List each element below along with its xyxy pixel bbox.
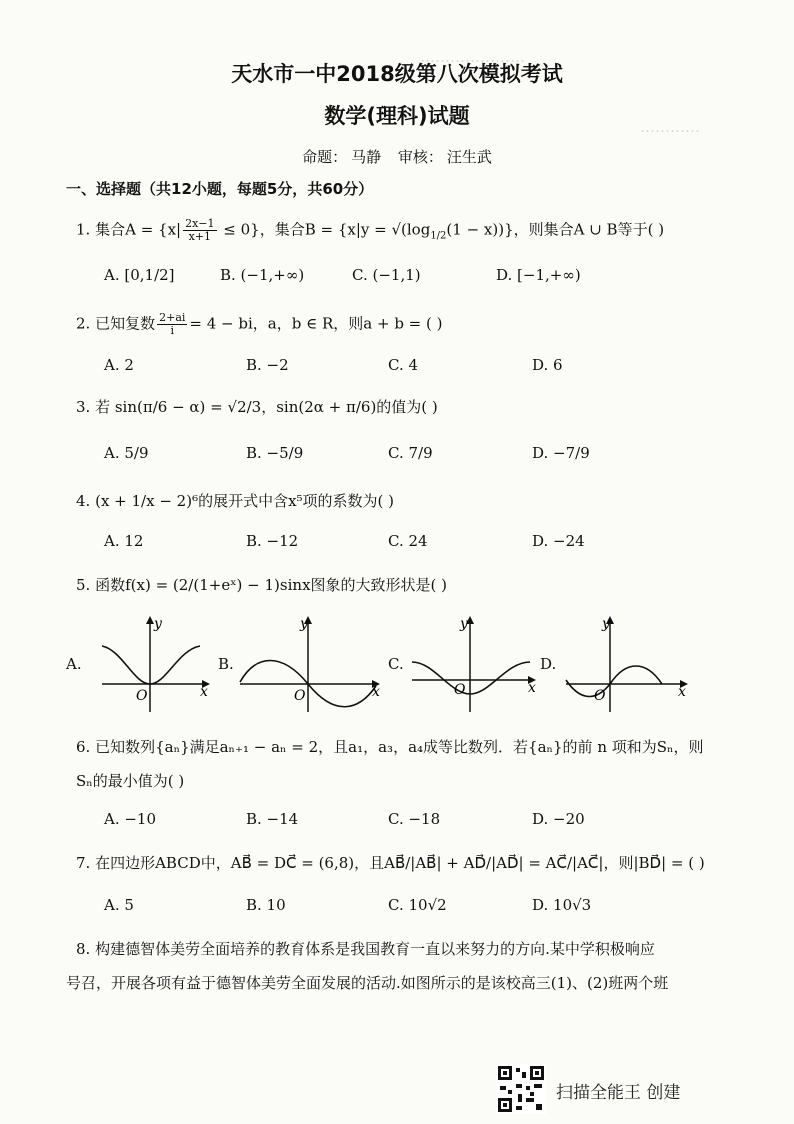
question-text: 集合A = {x|: [95, 220, 182, 239]
question-8-line-2: [66, 972, 668, 993]
option-c: C. 10√2: [388, 896, 447, 914]
question-3: [76, 396, 438, 417]
question-number: 7.: [76, 854, 91, 872]
author-label: 命题：: [302, 148, 348, 166]
question-text: 号召，开展各项有益于德智体美劳全面发展的活动.如图所示的是该校高三(1)、(2)班两个班: [66, 974, 669, 992]
reviewer-name: 汪生武: [446, 148, 492, 166]
option-a-label: A.: [66, 655, 82, 673]
y-axis-label: y: [602, 616, 610, 632]
option-b: B. −12: [246, 532, 299, 550]
option-d-label: D.: [540, 655, 557, 673]
question-6-line-2: [76, 770, 184, 791]
question-text: 已知复数: [95, 314, 156, 333]
question-text: 函数f(x) = (2/(1+eˣ) − 1)sinx图象的大致形状是( ): [95, 576, 448, 594]
origin-label: O: [454, 682, 466, 698]
section-heading: 一、选择题（共12小题，每题5分，共60分）: [66, 180, 374, 198]
bleed-through-text: …………………: [420, 48, 525, 66]
x-axis-label: x: [200, 684, 208, 700]
option-a: A. 5: [104, 896, 134, 914]
origin-label: O: [294, 688, 306, 704]
option-a: A. −10: [104, 810, 157, 828]
x-axis-label: x: [372, 684, 380, 700]
question-number: 3.: [76, 398, 91, 416]
option-d: D. −7/9: [532, 444, 590, 462]
exam-title: 天水市一中2018级第八次模拟考试: [231, 62, 563, 86]
graph-a: [96, 612, 216, 716]
question-number: 6.: [76, 738, 91, 756]
question-text: 在四边形ABCD中，AB⃗ = DC⃗ = (6,8)，且AB⃗/|AB⃗| + AD⃗/|AD⃗| = AC⃗/|AC⃗|，则|BD⃗| = ( ): [95, 854, 705, 872]
question-text: 构建德智体美劳全面培养的教育体系是我国教育一直以来努力的方向.某中学积极响应: [95, 940, 655, 958]
origin-label: O: [136, 688, 148, 704]
question-2: [76, 312, 443, 337]
question-text: (1 − x))}，则集合A ∪ B等于( ): [446, 220, 665, 239]
y-axis-label: y: [154, 616, 162, 632]
graph-d: [562, 612, 696, 716]
question-number: 2.: [76, 314, 91, 333]
option-c-label: C.: [388, 655, 404, 673]
option-b: B. −14: [246, 810, 299, 828]
question-number: 5.: [76, 576, 91, 594]
option-a: A. 2: [104, 356, 134, 374]
fraction-numerator: 2+ai: [159, 311, 186, 324]
fraction-denominator: x+1: [188, 230, 212, 243]
question-text: 已知数列{aₙ}满足aₙ₊₁ − aₙ = 2，且a₁，a₃，a₄成等比数列．若{aₙ}的前 n 项和为Sₙ，则: [95, 738, 704, 756]
question-6: [76, 736, 704, 757]
question-number: 4.: [76, 492, 91, 510]
author-line: [0, 146, 794, 167]
fraction-denominator: i: [170, 324, 175, 337]
option-a: A. [0,1/2]: [104, 266, 175, 284]
x-axis-label: x: [678, 684, 686, 700]
option-c: C. 4: [388, 356, 419, 374]
reviewer-label: 审核：: [397, 148, 443, 166]
question-number: 8.: [76, 940, 91, 958]
x-axis-label: x: [528, 680, 536, 696]
option-d: D. 10√3: [532, 896, 592, 914]
y-axis-label: y: [460, 616, 468, 632]
question-text: = 4 − bi，a，b ∈ R，则a + b = ( ): [189, 314, 443, 333]
option-b: B. (−1,+∞): [220, 266, 305, 284]
fraction-numerator: 2x−1: [185, 217, 215, 230]
fraction: [183, 218, 216, 243]
option-b: B. −2: [246, 356, 289, 374]
y-axis-label: y: [300, 616, 308, 632]
option-d: D. −24: [532, 532, 585, 550]
author-name: 马静: [351, 148, 382, 166]
qr-code-icon: [496, 1064, 546, 1114]
question-5: [76, 574, 447, 595]
option-d: D. −20: [532, 810, 585, 828]
option-d: D. [−1,+∞): [496, 266, 581, 284]
option-c: C. −18: [388, 810, 441, 828]
question-4: [76, 490, 394, 511]
exam-subtitle: 数学(理科)试题: [324, 104, 470, 128]
option-c: C. 7/9: [388, 444, 433, 462]
option-a: A. 12: [104, 532, 144, 550]
question-number: 1.: [76, 220, 91, 239]
fraction: [157, 312, 187, 337]
option-c: C. 24: [388, 532, 428, 550]
question-text: Sₙ的最小值为( ): [76, 772, 185, 790]
scanner-watermark: 扫描全能王 创建: [556, 1083, 681, 1103]
question-7: [76, 852, 705, 873]
log-base: 1/2: [430, 230, 447, 242]
question-text: 若 sin(π/6 − α) = √2/3，sin(2α + π/6)的值为( ): [95, 398, 438, 416]
question-8: [76, 938, 655, 959]
option-c: C. (−1,1): [352, 266, 421, 284]
question-1: [76, 218, 664, 243]
graph-b: [236, 612, 386, 716]
bleed-through-text: …………: [640, 118, 700, 136]
question-text: ≤ 0}，集合B = {x|y = √(log: [218, 220, 431, 239]
question-text: (x + 1/x − 2)⁶的展开式中含x⁵项的系数为( ): [95, 492, 395, 510]
option-b-label: B.: [218, 655, 234, 673]
origin-label: O: [594, 688, 606, 704]
option-b: B. 10: [246, 896, 286, 914]
option-b: B. −5/9: [246, 444, 304, 462]
option-d: D. 6: [532, 356, 563, 374]
option-a: A. 5/9: [104, 444, 149, 462]
graph-c: [408, 612, 544, 716]
